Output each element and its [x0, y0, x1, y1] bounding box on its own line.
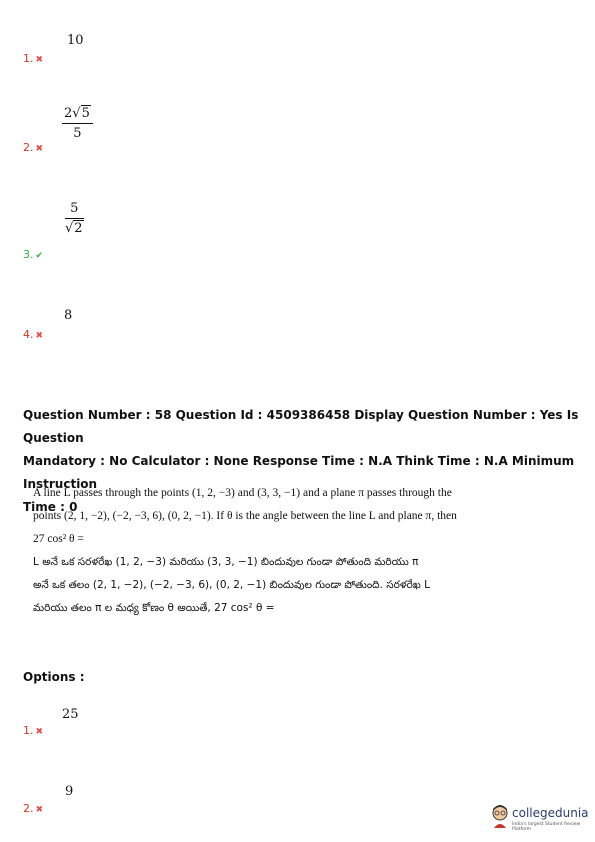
option-1-value: 10: [67, 33, 84, 48]
option-2-value: [62, 106, 93, 141]
logo-tagline: India's largest Student Review Platform: [512, 822, 581, 832]
question-english-line: A line L passes through the points (1, 2, −3) and (3, 3, −1) and a plane π passes through the: [33, 487, 452, 499]
question-english-line: points (2, 1, −2), (−2, −3, 6), (0, 2, −1). If θ is the angle between the line L and plane π, then: [33, 510, 457, 522]
wrong-mark-icon: ✖: [35, 144, 44, 154]
option-2-label: [23, 802, 43, 815]
wrong-mark-icon: ✖: [35, 805, 44, 815]
avatar-icon: [490, 804, 510, 828]
collegedunia-logo: [490, 800, 590, 834]
question-text: [33, 482, 463, 620]
question-meta-line: Question Number : 58 Question Id : 4509386458 Display Question Number : Yes Is Question: [23, 408, 579, 445]
question-telugu-line: అనే ఒక తలం (2, 1, −2), (−2, −3, 6), (0, 2, −1) బిందువుల గుండా పోతుంది. సరళరేఖ L: [33, 579, 430, 591]
option-number: 1.: [23, 724, 34, 737]
option-3-label: [23, 248, 43, 261]
wrong-mark-icon: ✖: [35, 331, 44, 341]
options-heading: Options :: [23, 670, 85, 684]
question-telugu-line: మరియు తలం π ల మధ్య కోణం θ అయితే, 27 cos² θ =: [33, 602, 275, 614]
option-number: 3.: [23, 248, 34, 261]
option-number: 2.: [23, 141, 34, 154]
option-number: 2.: [23, 802, 34, 815]
option-3-value: [65, 201, 84, 236]
wrong-mark-icon: ✖: [35, 55, 44, 65]
logo-name: collegedunia: [512, 806, 589, 820]
fraction: $\frac{2√5}{5}$: [62, 106, 93, 141]
question-english-line: 27 cos² θ =: [33, 533, 84, 545]
option-2-label: [23, 141, 43, 154]
option-number: 4.: [23, 328, 34, 341]
option-1-value: 25: [62, 707, 79, 722]
option-number: 1.: [23, 52, 34, 65]
wrong-mark-icon: ✖: [35, 727, 44, 737]
question-telugu-line: L అనే ఒక సరళరేఖ (1, 2, −3) మరియు (3, 3, −1) బిందువుల గుండా పోతుంది మరియు π: [33, 556, 419, 568]
option-1-label: [23, 724, 43, 737]
question-meta-line: Mandatory : No Calculator : None Response Time : N.A Think Time : N.A Minimum Instruction: [23, 454, 575, 491]
correct-mark-icon: ✔: [35, 251, 44, 261]
option-4-value: 8: [64, 308, 73, 323]
option-1-label: [23, 52, 43, 65]
option-4-label: [23, 328, 43, 341]
question-meta-line: Time : 0: [23, 500, 78, 514]
option-2-value: 9: [65, 784, 74, 799]
fraction: $\frac{5}{√2}$: [65, 201, 83, 236]
